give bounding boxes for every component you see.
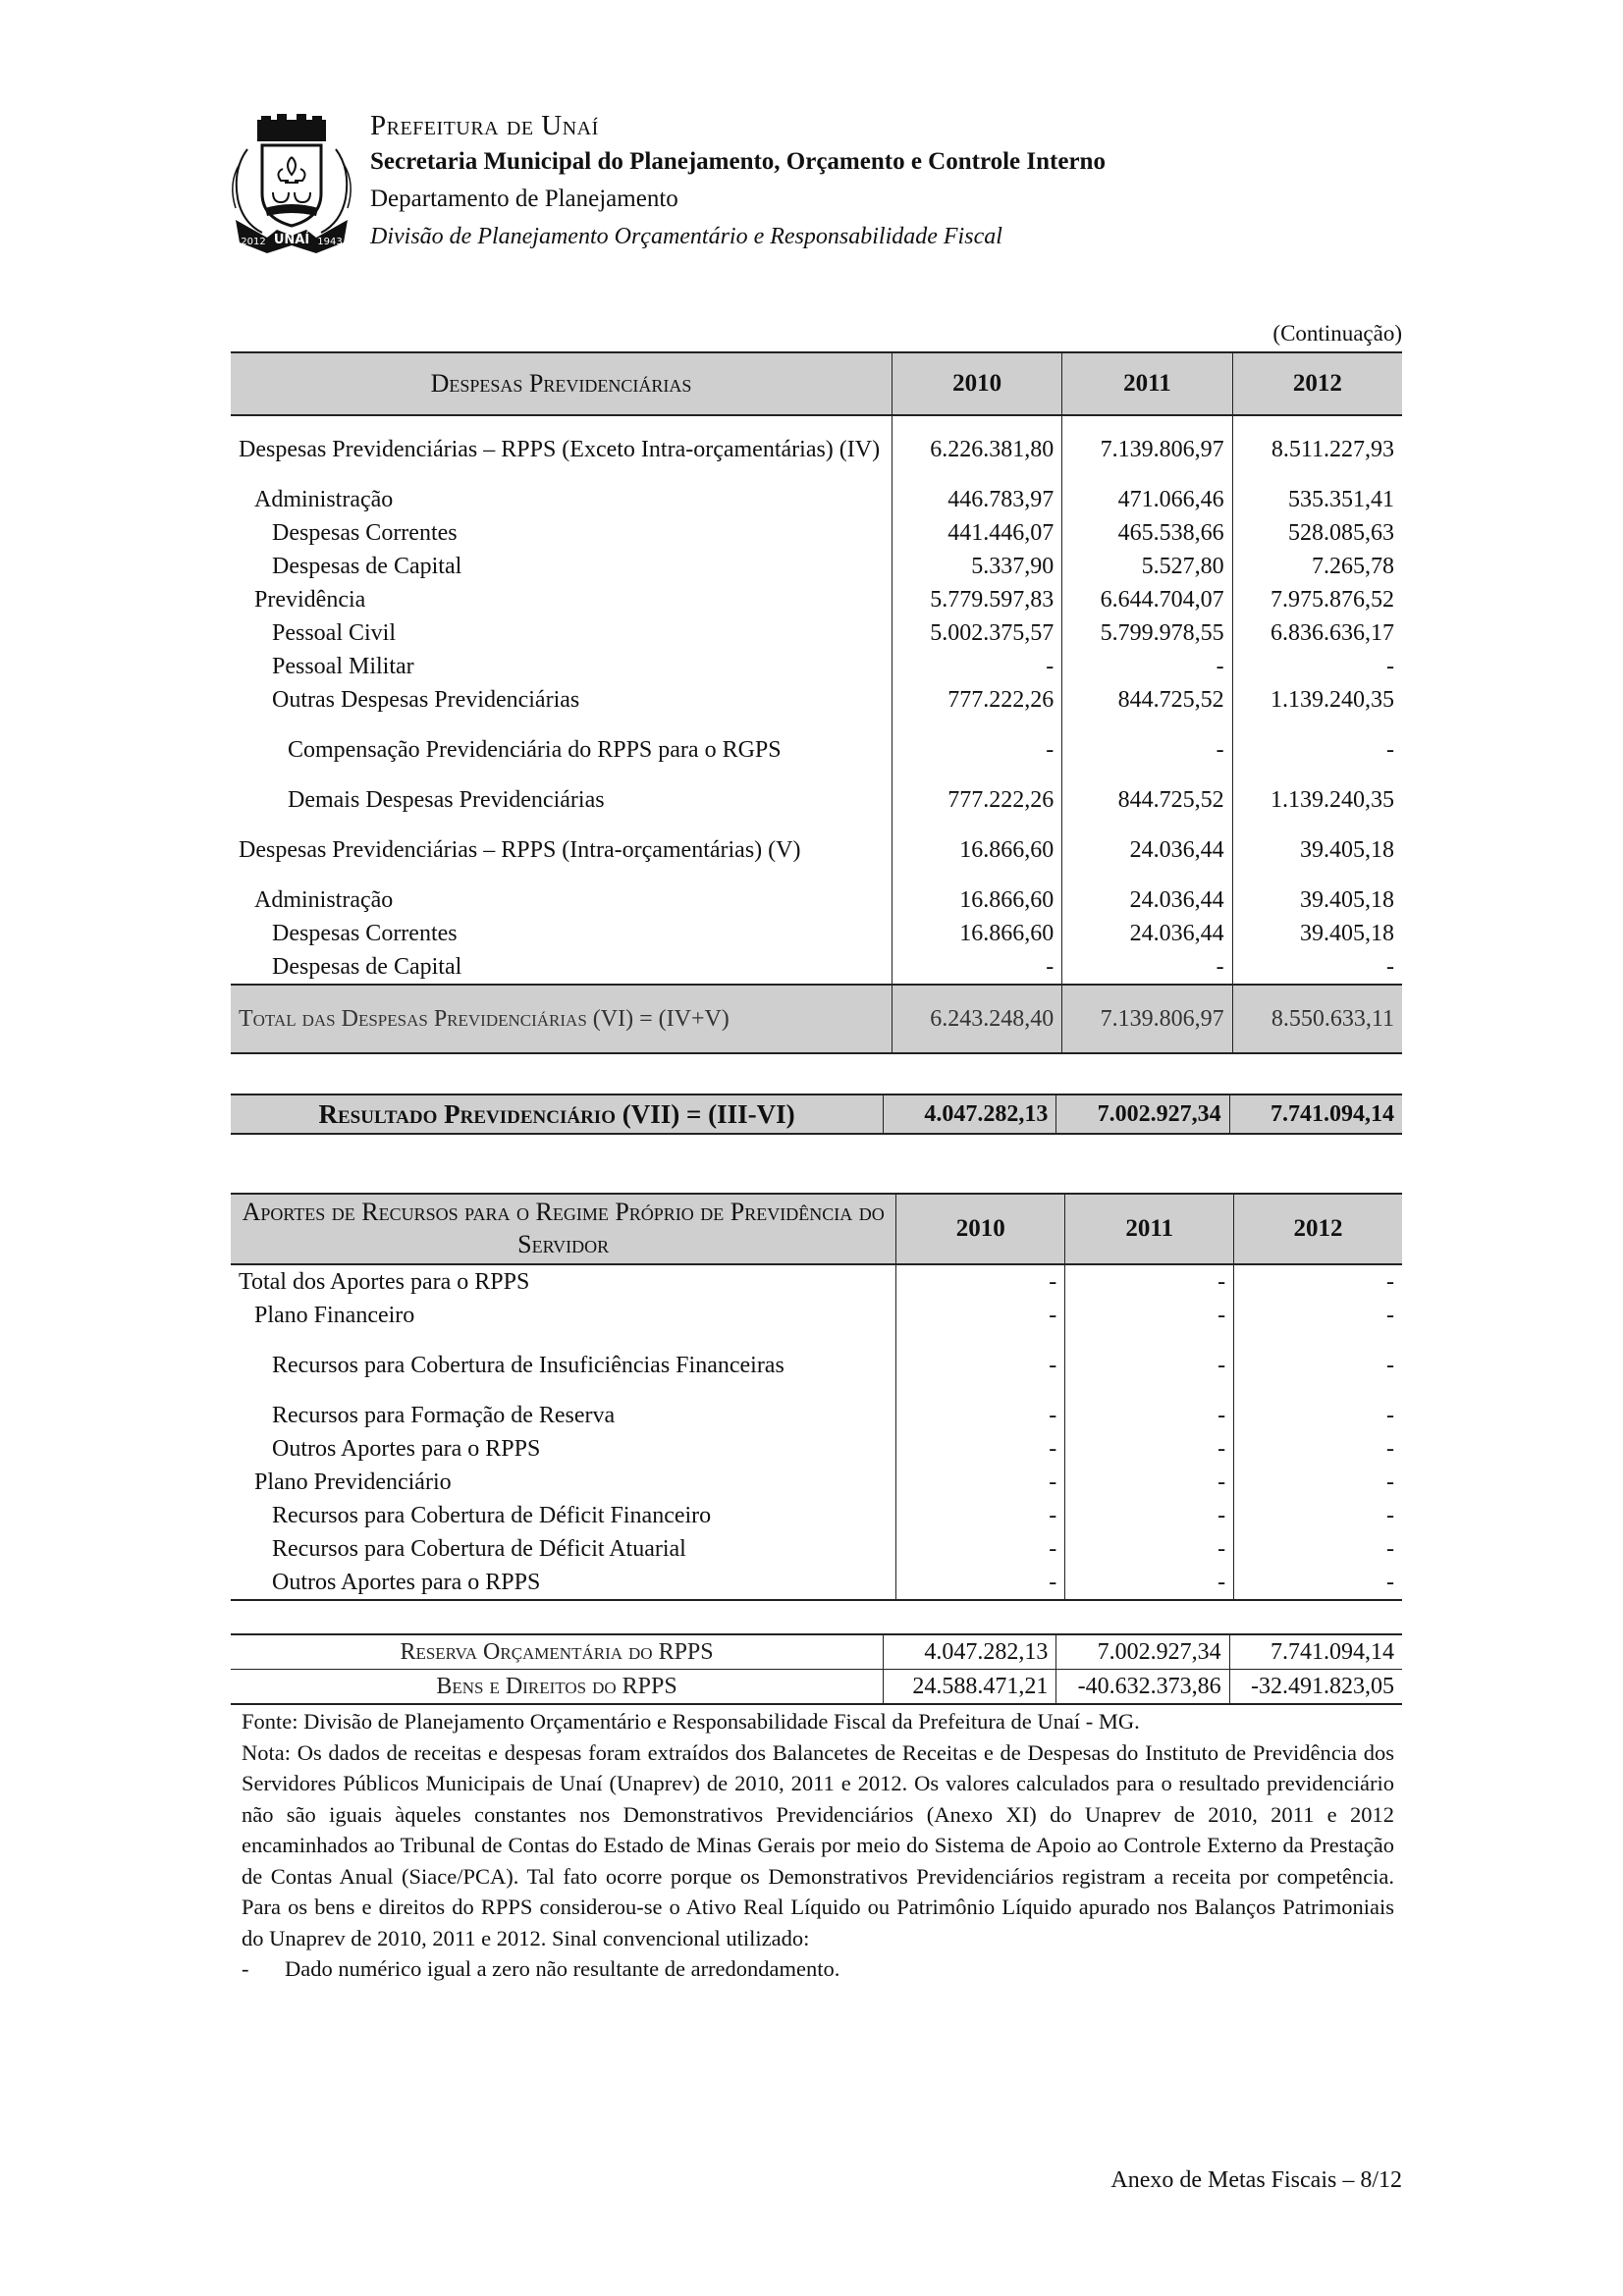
- cell-2010: -: [896, 1532, 1065, 1566]
- header-title: Prefeitura de Unaí: [370, 110, 599, 141]
- cell-2012: -: [1234, 1332, 1402, 1399]
- table-row: [231, 817, 1402, 883]
- cell-2012: 6.836.636,17: [1232, 616, 1402, 650]
- cell-2011: -: [1065, 1499, 1234, 1532]
- continuation-label: (Continuação): [1272, 321, 1402, 346]
- cell-2012: 39.405,18: [1232, 883, 1402, 917]
- cell-2012: 1.139.240,35: [1232, 683, 1402, 717]
- cell-2012: 7.975.876,52: [1232, 583, 1402, 616]
- row-label: Recursos para Cobertura de Déficit Financeiro: [272, 1503, 712, 1528]
- cell-2010: 4.047.282,13: [884, 1634, 1056, 1670]
- cell-2012: -: [1234, 1432, 1402, 1466]
- cell-2010: -: [892, 717, 1061, 783]
- explanatory-note: Nota: Os dados de receitas e despesas foram extraídos dos Balancetes de Receitas e de Despesas do Instituto de Previdência dos Servidores Públicos Municipais de Unaí (Unaprev) de 2010, 2011 e 2012. Os valores calculados para o resultado previdenciário não são iguais àqueles constantes nos Demonstrativos Previdenciários (Anexo XI) do Unaprev de 2010, 2011 e 2012 encaminhados ao Tribunal de Contas do Estado de Minas Gerais por meio do Sistema de Apoio ao Controle Externo da Prestação de Contas Anual (Siace/PCA). Tal fato ocorre porque os Demonstrativos Previdenciários registram a receita por competência. Para os bens e direitos do RPPS considerou-se o Ativo Real Líquido ou Patrimônio Líquido apurado nos Balanços Patrimoniais do Unaprev de 2010, 2011 e 2012. Sinal convencional utilizado:: [242, 1739, 1394, 1950]
- column-header-2010: 2010: [892, 352, 1061, 415]
- page-footer: Anexo de Metas Fiscais – 8/12: [1110, 2167, 1402, 2193]
- table-row: [231, 1532, 1402, 1566]
- column-header-label: Despesas Previdenciárias: [231, 352, 892, 415]
- table-row: [231, 1466, 1402, 1499]
- cell-2010: 777.222,26: [892, 683, 1061, 717]
- cell-2012: -: [1234, 1566, 1402, 1600]
- cell-2010: 6.226.381,80: [892, 415, 1061, 483]
- cell-2011: -: [1065, 1264, 1234, 1299]
- cell-2010: -: [896, 1432, 1065, 1466]
- cell-2012: -: [1234, 1264, 1402, 1299]
- svg-text:1943: 1943: [317, 237, 343, 247]
- row-label: Plano Financeiro: [254, 1303, 415, 1328]
- cell-2012: 39.405,18: [1232, 917, 1402, 950]
- column-header-2010: 2010: [896, 1194, 1065, 1264]
- cell-2011: 7.002.927,34: [1056, 1634, 1229, 1670]
- table-row: [231, 1499, 1402, 1532]
- table-row: [231, 717, 1402, 783]
- cell-2012: 1.139.240,35: [1232, 783, 1402, 817]
- cell-2011: -: [1062, 950, 1232, 985]
- row-label: Administração: [254, 487, 394, 512]
- row-label: Despesas Correntes: [272, 520, 458, 546]
- cell-2010: 16.866,60: [892, 883, 1061, 917]
- table-row: [231, 783, 1402, 817]
- cell-2010: 24.588.471,21: [884, 1670, 1056, 1705]
- table-row: [231, 950, 1402, 985]
- cell-2010: 5.337,90: [892, 550, 1061, 583]
- cell-2011: 6.644.704,07: [1062, 583, 1232, 616]
- cell-2011: 844.725,52: [1062, 683, 1232, 717]
- cell-2010: 16.866,60: [892, 917, 1061, 950]
- cell-2012: -: [1232, 717, 1402, 783]
- cell-2012: -: [1234, 1299, 1402, 1332]
- cell-2010: -: [896, 1264, 1065, 1299]
- header-departamento: Departamento de Planejamento: [370, 186, 678, 212]
- table-row: [231, 1299, 1402, 1332]
- svg-text:2012: 2012: [241, 237, 266, 247]
- resultado-row: [231, 1095, 1402, 1134]
- despesas-previdenciarias-table: [231, 351, 1402, 1054]
- table-row: [231, 583, 1402, 616]
- row-label: Pessoal Militar: [272, 654, 414, 679]
- table-row: [231, 683, 1402, 717]
- cell-2011: -: [1065, 1332, 1234, 1399]
- cell-2011: -: [1065, 1399, 1234, 1432]
- table-row: [231, 550, 1402, 583]
- row-label: Despesas Previdenciárias – RPPS (Exceto Intra-orçamentárias) (IV): [239, 437, 881, 462]
- cell-2011: 844.725,52: [1062, 783, 1232, 817]
- row-label: Despesas Correntes: [272, 921, 458, 946]
- cell-2011: 24.036,44: [1062, 917, 1232, 950]
- row-label: Compensação Previdenciária do RPPS para o RGPS: [288, 737, 782, 763]
- cell-2010: 5.779.597,83: [892, 583, 1061, 616]
- total-2012: 8.550.633,11: [1232, 985, 1402, 1053]
- column-header-2011: 2011: [1062, 352, 1232, 415]
- cell-2011: -: [1065, 1466, 1234, 1499]
- cell-2012: -: [1234, 1466, 1402, 1499]
- cell-2010: 441.446,07: [892, 516, 1061, 550]
- table-row: [231, 883, 1402, 917]
- row-label: Previdência: [254, 587, 366, 613]
- svg-text:UNAÍ: UNAÍ: [273, 233, 310, 247]
- cell-2012: -: [1234, 1499, 1402, 1532]
- source-note: Fonte: Divisão de Planejamento Orçamentário e Responsabilidade Fiscal da Prefeitura de Unaí - MG.: [242, 1709, 1140, 1734]
- cell-2012: -: [1232, 650, 1402, 683]
- total-row: [231, 985, 1402, 1053]
- cell-2011: 5.799.978,55: [1062, 616, 1232, 650]
- cell-2011: -: [1065, 1299, 1234, 1332]
- table-row: [231, 650, 1402, 683]
- column-header-2012: 2012: [1234, 1194, 1402, 1264]
- cell-2011: 7.139.806,97: [1062, 415, 1232, 483]
- table-header-row: [231, 352, 1402, 415]
- table-row: [231, 415, 1402, 483]
- cell-2010: 16.866,60: [892, 817, 1061, 883]
- cell-2010: -: [896, 1466, 1065, 1499]
- cell-2011: -: [1062, 717, 1232, 783]
- row-label: Recursos para Formação de Reserva: [272, 1403, 616, 1428]
- cell-2010: -: [896, 1566, 1065, 1600]
- reserva-label: Reserva Orçamentária do RPPS: [231, 1634, 884, 1670]
- cell-2010: 5.002.375,57: [892, 616, 1061, 650]
- table-row: [231, 1432, 1402, 1466]
- row-label: Recursos para Cobertura de Déficit Atuarial: [272, 1536, 686, 1562]
- cell-2012: 528.085,63: [1232, 516, 1402, 550]
- legend-text: Dado numérico igual a zero não resultante de arredondamento.: [285, 1956, 840, 1981]
- cell-2012: -: [1232, 950, 1402, 985]
- row-label: Demais Despesas Previdenciárias: [288, 787, 605, 813]
- cell-2012: 535.351,41: [1232, 483, 1402, 516]
- table-row: [231, 516, 1402, 550]
- cell-2011: -40.632.373,86: [1056, 1670, 1229, 1705]
- column-header-2012: 2012: [1232, 352, 1402, 415]
- cell-2010: -: [896, 1399, 1065, 1432]
- table-row: [231, 1264, 1402, 1299]
- reserva-bens-table: [231, 1633, 1402, 1705]
- row-label: Despesas de Capital: [272, 554, 462, 579]
- table-row: [231, 616, 1402, 650]
- legend-symbol: -: [242, 1956, 249, 1981]
- aportes-table: [231, 1193, 1402, 1601]
- column-header-2011: 2011: [1065, 1194, 1234, 1264]
- cell-2011: -: [1065, 1532, 1234, 1566]
- resultado-previdenciario-table: [231, 1094, 1402, 1135]
- cell-2010: -: [892, 950, 1061, 985]
- cell-2012: -: [1234, 1399, 1402, 1432]
- header-divisao: Divisão de Planejamento Orçamentário e Responsabilidade Fiscal: [370, 224, 1002, 249]
- cell-2012: -: [1234, 1532, 1402, 1566]
- notes-section: [242, 1706, 1394, 1985]
- table-row: [231, 1332, 1402, 1399]
- cell-2011: -: [1062, 650, 1232, 683]
- municipal-coat-of-arms-icon: [218, 110, 365, 257]
- cell-2010: -: [896, 1332, 1065, 1399]
- table-row: [231, 917, 1402, 950]
- cell-2011: -: [1065, 1566, 1234, 1600]
- row-label: Plano Previdenciário: [254, 1469, 452, 1495]
- cell-2011: 24.036,44: [1062, 883, 1232, 917]
- cell-2012: 7.741.094,14: [1229, 1634, 1402, 1670]
- cell-2012: -32.491.823,05: [1229, 1670, 1402, 1705]
- resultado-2011: 7.002.927,34: [1056, 1095, 1229, 1134]
- cell-2011: 465.538,66: [1062, 516, 1232, 550]
- convention-legend: [242, 1953, 1394, 1985]
- cell-2011: -: [1065, 1432, 1234, 1466]
- row-label: Total dos Aportes para o RPPS: [239, 1269, 530, 1295]
- total-2010: 6.243.248,40: [892, 985, 1061, 1053]
- header-secretaria: Secretaria Municipal do Planejamento, Orçamento e Controle Interno: [370, 148, 1106, 175]
- total-label: Total das Despesas Previdenciárias (VI) = (IV+V): [231, 985, 892, 1053]
- resultado-label: Resultado Previdenciário (VII) = (III-VI): [231, 1095, 884, 1134]
- bens-direitos-label: Bens e Direitos do RPPS: [231, 1670, 884, 1705]
- cell-2010: -: [892, 650, 1061, 683]
- cell-2010: 777.222,26: [892, 783, 1061, 817]
- cell-2011: 24.036,44: [1062, 817, 1232, 883]
- cell-2012: 39.405,18: [1232, 817, 1402, 883]
- table-row: [231, 483, 1402, 516]
- cell-2011: 471.066,46: [1062, 483, 1232, 516]
- row-label: Recursos para Cobertura de Insuficiências Financeiras: [272, 1353, 784, 1378]
- row-label: Despesas Previdenciárias – RPPS (Intra-orçamentárias) (V): [239, 837, 801, 863]
- column-header-label: Aportes de Recursos para o Regime Próprio de Previdência do Servidor: [231, 1194, 896, 1264]
- row-label: Outros Aportes para o RPPS: [231, 1566, 896, 1600]
- table-header-row: [231, 1194, 1402, 1264]
- cell-2012: 8.511.227,93: [1232, 415, 1402, 483]
- cell-2011: 5.527,80: [1062, 550, 1232, 583]
- total-2011: 7.139.806,97: [1062, 985, 1232, 1053]
- table-row: [231, 1566, 1402, 1600]
- row-label: Outras Despesas Previdenciárias: [272, 687, 580, 713]
- cell-2010: 446.783,97: [892, 483, 1061, 516]
- row-label: Pessoal Civil: [272, 620, 397, 646]
- resultado-2012: 7.741.094,14: [1229, 1095, 1402, 1134]
- resultado-2010: 4.047.282,13: [884, 1095, 1056, 1134]
- cell-2010: -: [896, 1499, 1065, 1532]
- table-row: [231, 1634, 1402, 1670]
- table-row: [231, 1399, 1402, 1432]
- row-label: Despesas de Capital: [272, 954, 462, 980]
- cell-2012: 7.265,78: [1232, 550, 1402, 583]
- row-label: Administração: [254, 887, 394, 913]
- cell-2010: -: [896, 1299, 1065, 1332]
- table-row: [231, 1670, 1402, 1705]
- letterhead: [218, 106, 1298, 263]
- row-label: Outros Aportes para o RPPS: [272, 1436, 541, 1462]
